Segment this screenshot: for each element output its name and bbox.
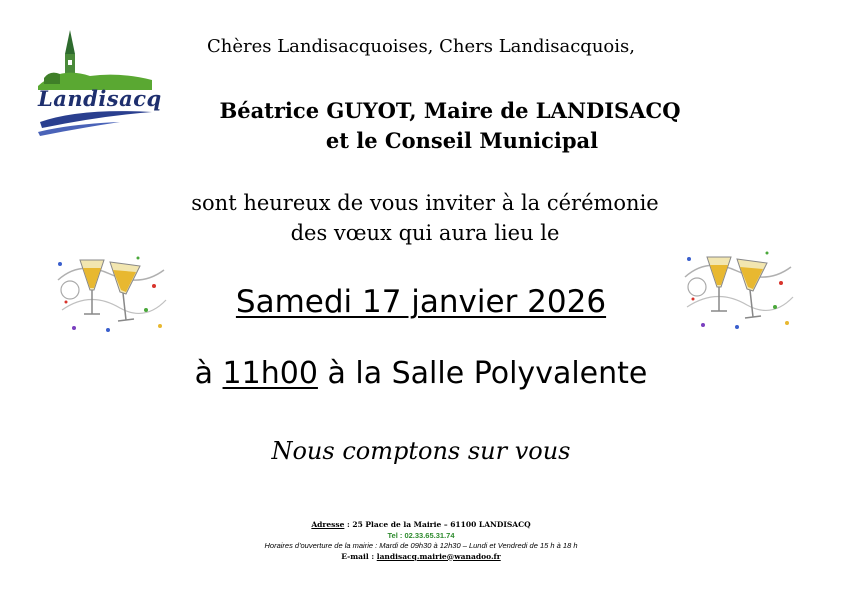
- invitation-text: [100, 188, 750, 248]
- time-prefix: à: [194, 356, 223, 391]
- mayor-name-line: Béatrice GUYOT, Maire de LANDISACQ: [219, 98, 681, 123]
- footer-contact: [0, 520, 842, 562]
- event-date-text: Samedi 17 janvier 2026: [235, 284, 607, 320]
- address-value: : 25 Place de la Mairie – 61100 LANDISACQ: [344, 520, 531, 529]
- event-time: 11h00: [222, 356, 318, 391]
- closing-text: Nous comptons sur vous: [271, 437, 571, 465]
- address-label: Adresse: [311, 520, 345, 529]
- email-label: E-mail :: [341, 551, 377, 561]
- greeting-text: Chères Landisacquoises, Chers Landisacquois,: [207, 36, 635, 57]
- footer-email-line: [0, 552, 842, 563]
- event-time-place: [0, 356, 842, 391]
- footer-hours: Horaires d'ouverture de la mairie : Mardi de 09h30 à 12h30 – Lundi et Vendredi de 15 h à 18 h: [264, 541, 578, 550]
- invitation-line-2: des vœux qui aura lieu le: [290, 221, 560, 245]
- logo-text: Landisacq: [38, 86, 162, 111]
- footer-address-line: [0, 520, 842, 531]
- email-link[interactable]: landisacq.mairie@wanadoo.fr: [376, 551, 501, 561]
- event-place: à la Salle Polyvalente: [317, 356, 648, 391]
- mayor-block: [150, 96, 750, 156]
- event-date: [0, 284, 842, 320]
- council-line: et le Conseil Municipal: [325, 128, 599, 153]
- invitation-line-1: sont heureux de vous inviter à la cérémonie: [191, 191, 659, 215]
- footer-phone: Tel : 02.33.65.31.74: [387, 530, 455, 540]
